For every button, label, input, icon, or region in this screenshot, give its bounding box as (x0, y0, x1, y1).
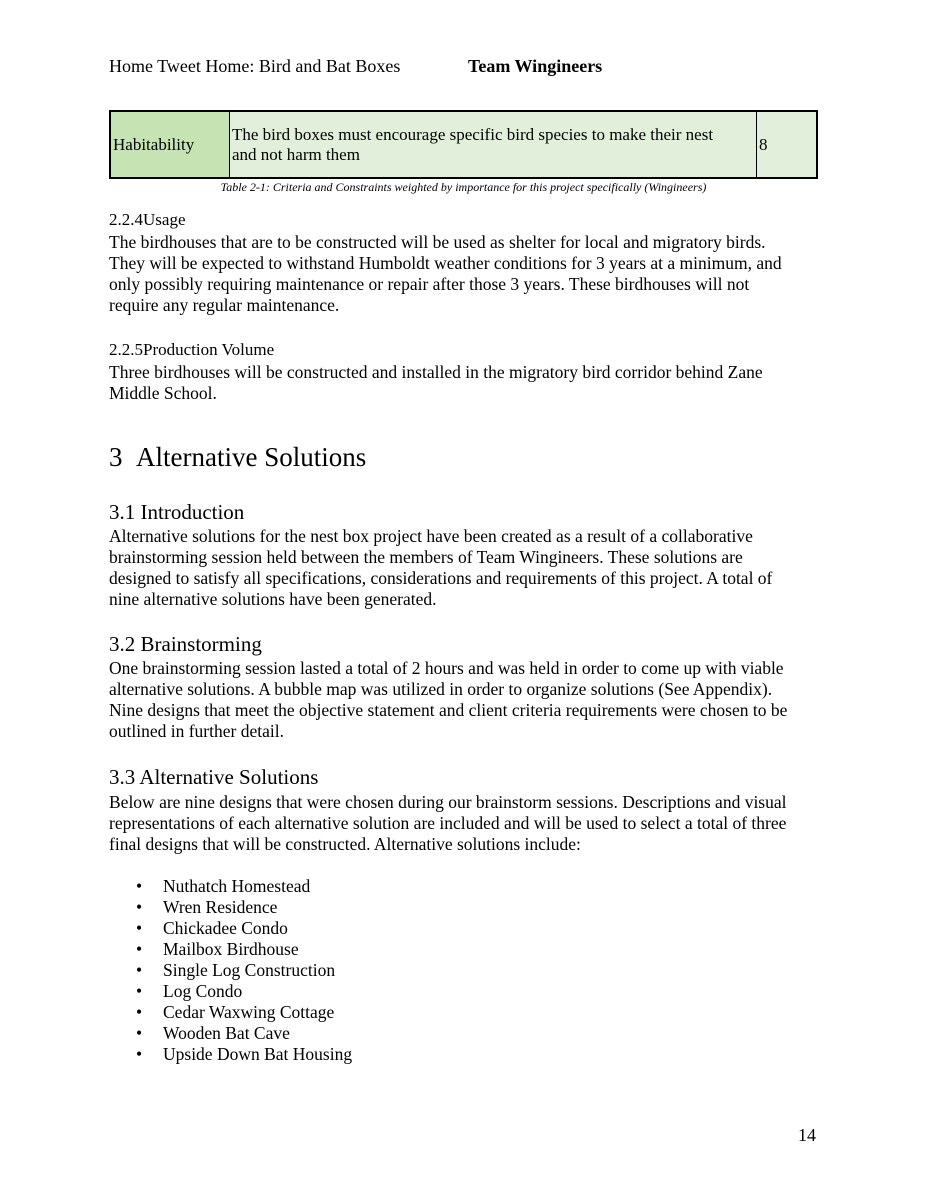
section-3-number: 3 (109, 442, 123, 472)
section-3-heading (109, 442, 366, 473)
section-3-title: Alternative Solutions (136, 442, 367, 472)
production-paragraph (109, 362, 829, 404)
list-item-label: Log Condo (163, 981, 243, 1001)
introduction-paragraph (109, 526, 829, 610)
bullet-icon: • (136, 1044, 143, 1064)
list-item (109, 1002, 352, 1023)
header-team: Team Wingineers (468, 56, 603, 76)
introduction-line: designed to satisfy all specifications, considerations and requirements of this project. A total of (109, 568, 773, 588)
alternative-solutions-line: Below are nine designs that were chosen during our brainstorm sessions. Descriptions and visual (109, 792, 787, 812)
bullet-icon: • (136, 960, 143, 980)
alternative-solutions-heading: 3.3 Alternative Solutions (109, 765, 319, 789)
list-item-label: Single Log Construction (163, 960, 336, 980)
list-item (109, 1023, 352, 1044)
criteria-weight-cell: 8 (757, 111, 818, 178)
list-item (109, 918, 352, 939)
bullet-icon: • (136, 981, 143, 1001)
usage-line: require any regular maintenance. (109, 295, 340, 315)
list-item-label: Wren Residence (163, 897, 278, 917)
table-caption: Table 2-1: Criteria and Constraints weighted by importance for this project specifically (Wingineers) (220, 180, 707, 194)
bullet-icon: • (136, 1002, 143, 1022)
header-title: Home Tweet Home: Bird and Bat Boxes (109, 56, 401, 76)
alternative-solutions-line: representations of each alternative solution are included and will be used to select a total of three (109, 813, 787, 833)
criteria-description-cell (230, 111, 757, 178)
brainstorming-heading: 3.2 Brainstorming (109, 632, 262, 656)
list-item (109, 897, 352, 918)
bullet-icon: • (136, 876, 143, 896)
list-item (109, 960, 352, 981)
page-number: 14 (798, 1125, 816, 1145)
list-item-label: Wooden Bat Cave (163, 1023, 290, 1043)
production-heading-number: 2.2.5 (109, 340, 143, 359)
list-item-label: Nuthatch Homestead (163, 876, 311, 896)
brainstorming-line: outlined in further detail. (109, 721, 284, 741)
criteria-name-cell: Habitability (110, 111, 230, 178)
production-line: Middle School. (109, 383, 217, 403)
usage-heading (109, 210, 185, 230)
production-heading-title: Production Volume (143, 340, 275, 359)
usage-heading-title: Usage (143, 210, 186, 229)
list-item-label: Chickadee Condo (163, 918, 288, 938)
alternative-solutions-paragraph (109, 792, 829, 855)
usage-line: The birdhouses that are to be constructed will be used as shelter for local and migratory birds. (109, 232, 766, 252)
brainstorming-line: alternative solutions. A bubble map was utilized in order to organize solutions (See Appendix). (109, 679, 773, 699)
list-item (109, 981, 352, 1002)
bullet-icon: • (136, 897, 143, 917)
list-item-label: Upside Down Bat Housing (163, 1044, 353, 1064)
usage-line: only possibly requiring maintenance or repair after those 3 years. These birdhouses will not (109, 274, 750, 294)
brainstorming-line: One brainstorming session lasted a total of 2 hours and was held in order to come up with viable (109, 658, 784, 678)
introduction-line: nine alternative solutions have been generated. (109, 589, 437, 609)
production-line: Three birdhouses will be constructed and installed in the migratory bird corridor behind Zane (109, 362, 763, 382)
usage-line: They will be expected to withstand Humboldt weather conditions for 3 years at a minimum, and (109, 253, 782, 273)
usage-paragraph (109, 232, 829, 316)
bullet-icon: • (136, 918, 143, 938)
list-item (109, 1044, 352, 1065)
table-row (110, 111, 817, 178)
list-item-label: Mailbox Birdhouse (163, 939, 299, 959)
list-item-label: Cedar Waxwing Cottage (163, 1002, 335, 1022)
bullet-icon: • (136, 939, 143, 959)
brainstorming-paragraph (109, 658, 829, 742)
introduction-heading: 3.1 Introduction (109, 500, 245, 524)
introduction-line: Alternative solutions for the nest box project have been created as a result of a collaborative (109, 526, 753, 546)
introduction-line: brainstorming session held between the members of Team Wingineers. These solutions are (109, 547, 743, 567)
alternative-solutions-list (109, 876, 352, 1065)
list-item (109, 876, 352, 897)
list-item (109, 939, 352, 960)
usage-heading-number: 2.2.4 (109, 210, 143, 229)
criteria-description-line: and not harm them (232, 144, 360, 164)
brainstorming-line: Nine designs that meet the objective statement and client criteria requirements were chosen to be (109, 700, 788, 720)
criteria-description-line: The bird boxes must encourage specific bird species to make their nest (232, 124, 714, 144)
production-heading (109, 340, 274, 360)
alternative-solutions-line: final designs that will be constructed. Alternative solutions include: (109, 834, 581, 854)
bullet-icon: • (136, 1023, 143, 1043)
criteria-table (109, 110, 818, 179)
